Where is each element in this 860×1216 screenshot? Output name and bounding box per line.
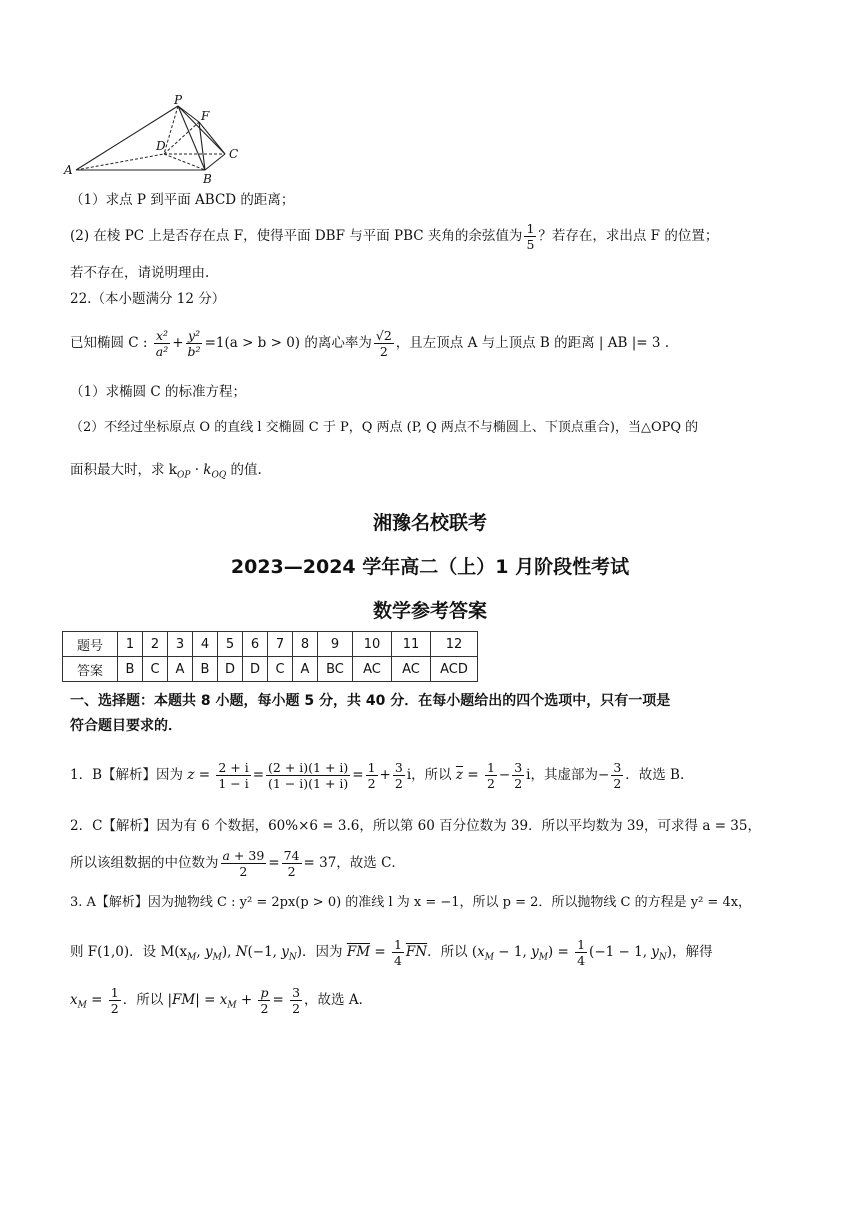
q21-part1: （1）求点 P 到平面 ABCD 的距离； [70,192,295,208]
q22-header: 22.（本小题满分 12 分） [70,291,226,307]
section1-heading-line1: 一、选择题：本题共 8 小题，每小题 5 分，共 40 分．在每小题给出的四个选项中，只有一项是 [70,693,671,709]
section1-heading-line2: 符合题目要求的． [70,718,182,734]
q22-stem: 已知椭圆 C : $\frac{\text{x²}}{\text{a²}}$ + $\frac{\text{y²}}{\text{b²}}$ =1(a > b > 0) 的离心率为 $\frac{√2}{2}$ ，且左顶点 A 与上顶点 B 的距离 | AB |= 3 . [70,328,670,359]
answer-title-2: 2023—2024 学年高二（上）1 月阶段性考试 [230,556,630,578]
eccentricity-fraction: $\frac{√2}{2}$ [375,328,392,359]
table-row-numbers: 题号 1 2 3 4 5 6 7 8 9 10 11 12 [63,632,478,657]
table-header-cell: 题号 [63,632,118,657]
solution-3-line1: 3. A【解析】因为抛物线 C : y² = 2px(p > 0) 的准线 l 为 x = −1，所以 p = 2．所以抛物线 C 的方程是 y² = 4x， [70,895,752,910]
answer-title-3: 数学参考答案 [372,600,487,622]
label-D: D [156,139,166,153]
q22-part2-line2: 面积最大时，求 $k_{OP} \cdot k_{OQ}$ 的值. [70,462,262,481]
label-B: B [203,172,212,184]
q21-part2-line2: 若不存在，请说明理由. [70,265,210,281]
pyramid-figure [62,92,252,184]
ellipse-x-term: $\frac{\text{x²}}{\text{a²}}$ [155,328,169,359]
label-C: C [229,147,239,161]
table-header-cell: 答案 [63,657,118,682]
q22-stem-start: 已知椭圆 C : [70,335,148,351]
solution-3-line2: 则 F(1,0)．设 $M(x_M$, $y_M$), N(−1, $y_N$)．因为 $\overline{FM}$ = $\frac{1}{4}$ $\overline{FN}$．所以 ($x_M - 1$, $y_M$) = $\frac{1}{4}$ (−1 − 1, $y_N$)，解得 [70,937,713,968]
solution-2-line2: 所以该组数据的中位数为 $\frac{a + 39}{2}$ = $\frac{74}{2}$ = 37，故选 C． [70,848,405,879]
q21-part2-line1 [70,221,718,252]
q22-stem-mid: 的离心率为 [304,335,372,351]
ellipse-tail: =1(a > b > 0) [204,335,301,351]
q22-stem-end: ，且左顶点 A 与上顶点 B 的距离 | AB |= 3 . [395,335,670,351]
q22-part1: （1）求椭圆 C 的标准方程； [70,384,247,400]
label-F: F [201,109,210,123]
solution-3-line3: $x_M$ = $\frac{1}{2}$ ．所以 $|FM| = x_M$ + $\frac{p}{2}$ = $\frac{3}{2}$ ，故选 A． [70,985,373,1016]
q21-part2-text: (2) 在棱 PC 上是否存在点 F，使得平面 DBF 与平面 PBC 夹角的余弦值为 [70,228,523,244]
table-row-answers: 答案 B C A B D D C A BC AC AC ACD [63,657,478,682]
solution-2-line1: 2．C【解析】因为有 6 个数据，60%×6 = 3.6，所以第 60 百分位数为 39．所以平均数为 39，可求得 a = 35， [70,818,761,834]
label-P: P [174,93,183,107]
ellipse-y-term: $\frac{\text{y²}}{\text{b²}}$ [187,328,201,359]
q22-part2-line1: （2）不经过坐标原点 O 的直线 l 交椭圆 C 于 P，Q 两点 (P, Q 两点不与椭圆上、下顶点重合)，当△OPQ 的 [70,420,699,435]
label-A: A [64,163,73,177]
solution-1: 1．B【解析】因为 z = $\frac{2 + i}{1 - i}$ = $\frac{(2 + i)(1 + i)}{(1 - i)(1 + i)}$ = $\frac{1}{2}$ + $\frac{3}{2}$ i，所以 $\overline{z}$ = $\frac{1}{2}$ − $\frac{3}{2}$ i，其虚部为− $\frac{3}{2}$ ．故选 B. [70,760,685,791]
answer-table [62,631,478,682]
answer-title-1: 湘豫名校联考 [372,512,487,534]
q21-cos-fraction: $\frac{1}{5}$ [526,221,535,252]
q21-part2-tail: ？若存在，求出点 F 的位置； [538,228,719,244]
